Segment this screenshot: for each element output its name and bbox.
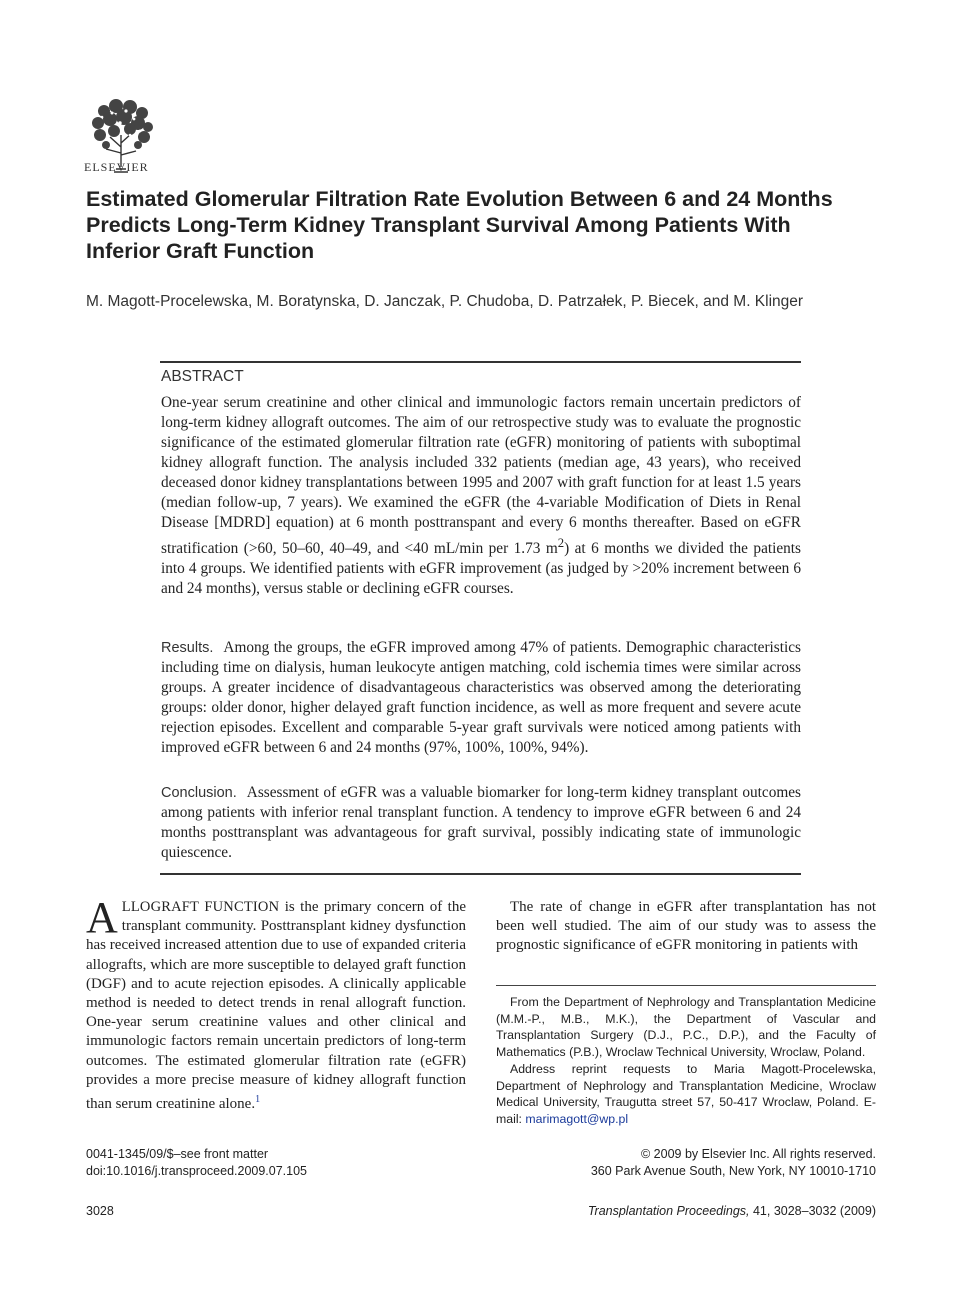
drop-cap: A [86, 893, 118, 942]
body-left-text: is the primary concern of the transplant community. Posttransplant kidney dysfunction has received increased attention due to use of expanded criteria allografts, which are more susceptible to delayed graft function (DGF) and to acute rejection episodes. A clinically applicable method is needed to detect trends in renal allograft function. One-year serum creatinine values and other clinical and immunologic factors remain uncertain predictors of long-term outcomes. The estimated glomerular filtration rate (eGFR) provides a more precise measure of kidney allograft function than serum creatinine alone. [86, 899, 466, 1113]
publisher-address: 360 Park Avenue South, New York, NY 10010-1710 [590, 1164, 876, 1178]
journal-name: Transplantation Proceedings, [587, 1204, 750, 1218]
abstract-top-rule [160, 361, 801, 363]
publisher-name: ELSEVIER [84, 160, 149, 174]
abstract-background-end: ) at 6 months we divided the patients into 4 groups. We identified patients with eGFR improvement (as judged by >20% increment between 6 and 24 months), versus stable or declining eGFR courses. [161, 540, 801, 598]
body-left-column [86, 893, 466, 1114]
body-right-column: The rate of change in eGFR after transplantation has not been well studied. The aim of our study was to assess the prognostic significance of eGFR monitoring in patients with [496, 899, 876, 954]
abstract-bottom-rule [160, 873, 801, 875]
author-list: M. Magott-Procelewska, M. Boratynska, D. Janczak, P. Chudoba, D. Patrzałek, P. Biecek, and M. Klinger [86, 293, 804, 310]
abstract-background [161, 393, 801, 599]
doi-line: doi:10.1016/j.transproceed.2009.07.105 [86, 1164, 308, 1178]
results-label: Results. [161, 640, 214, 656]
issn-line: 0041-1345/09/$–see front matter [86, 1147, 269, 1161]
reference-link[interactable]: 1 [255, 1094, 261, 1106]
superscript-two: 2 [557, 536, 565, 550]
article-title: Estimated Glomerular Filtration Rate Evolution Between 6 and 24 Months Predicts Long-Term Kidney Transplant Survival Among Patients With Inferior Graft Function [86, 187, 833, 263]
affiliation-footnote: From the Department of Nephrology and Transplantation Medicine (M.M.-P., M.B., M.K.), the Department of Vascular and Transplantation Surgery (D.J., P.C., D.P.), and the Faculty of Mathematics (P.B.), Wroclaw Technical University, Wroclaw, Poland. [496, 995, 876, 1059]
abstract-conclusion-text: Assessment of eGFR was a valuable biomarker for long-term kidney transplant outcomes among patients with inferior renal transplant function. A tendency to improve eGFR between 6 and 24 months posttransplant was advantageous for graft survival, possibly indicating state of immunologic quiescence. [161, 784, 801, 861]
address-text: Address reprint requests to Maria Magott-Procelewska, Department of Nephrology and Transplantation Medicine, Wroclaw Medical University, Traugutta street 57, 50-417 Wroclaw, Poland. E-mail: [496, 1062, 876, 1126]
abstract-results [161, 638, 801, 758]
citation-details: 41, 3028–3032 (2009) [749, 1204, 876, 1218]
page-number: 3028 [86, 1204, 114, 1218]
footnote-rule [496, 985, 876, 986]
abstract-results-text: Among the groups, the eGFR improved among 47% of patients. Demographic characteristics including time on dialysis, human leukocyte antigen matching, cold ischemia times were similar across groups. A greater incidence of disadvantageous characteristics was observed among the deteriorating groups: older donor, higher delayed graft function incidence, as well as more frequent and severe acute rejection episodes. Excellent and comparable 5-year graft survivals were noticed among patients with improved eGFR between 6 and 24 months (97%, 100%, 100%, 94%). [161, 639, 801, 756]
conclusion-label: Conclusion. [161, 785, 237, 801]
copyright-block [500, 1146, 876, 1180]
journal-citation [500, 1204, 876, 1218]
address-footnote [496, 1061, 876, 1127]
lead-in: LLOGRAFT FUNCTION [121, 899, 280, 915]
copyright-line: © 2009 by Elsevier Inc. All rights reserved. [640, 1147, 876, 1161]
abstract-conclusion [161, 783, 801, 863]
issn-block [86, 1146, 307, 1180]
abstract-heading: ABSTRACT [161, 368, 244, 385]
abstract-background-text: One-year serum creatinine and other clinical and immunologic factors remain uncertain predictors of long-term kidney allograft outcomes. The aim of our retrospective study was to evaluate the prognostic significance of the estimated glomerular filtration rate (eGFR) monitoring of patients with suboptimal kidney allograft function. The analysis included 332 patients (median age, 43 years), who received deceased donor kidney transplantations between 1995 and 2007 with graft function for at least 1.5 years (median follow-up, 7 years). We examined the eGFR (the 4-variable Modification of Diets in Renal Disease [MDRD] equation) at 6 month posttranspant and every 6 months thereafter. Based on eGFR stratification (>60, 50–60, 40–49, and <40 mL/min per 1.73 m [161, 394, 801, 558]
email-link[interactable]: marimagott@wp.pl [525, 1111, 629, 1126]
